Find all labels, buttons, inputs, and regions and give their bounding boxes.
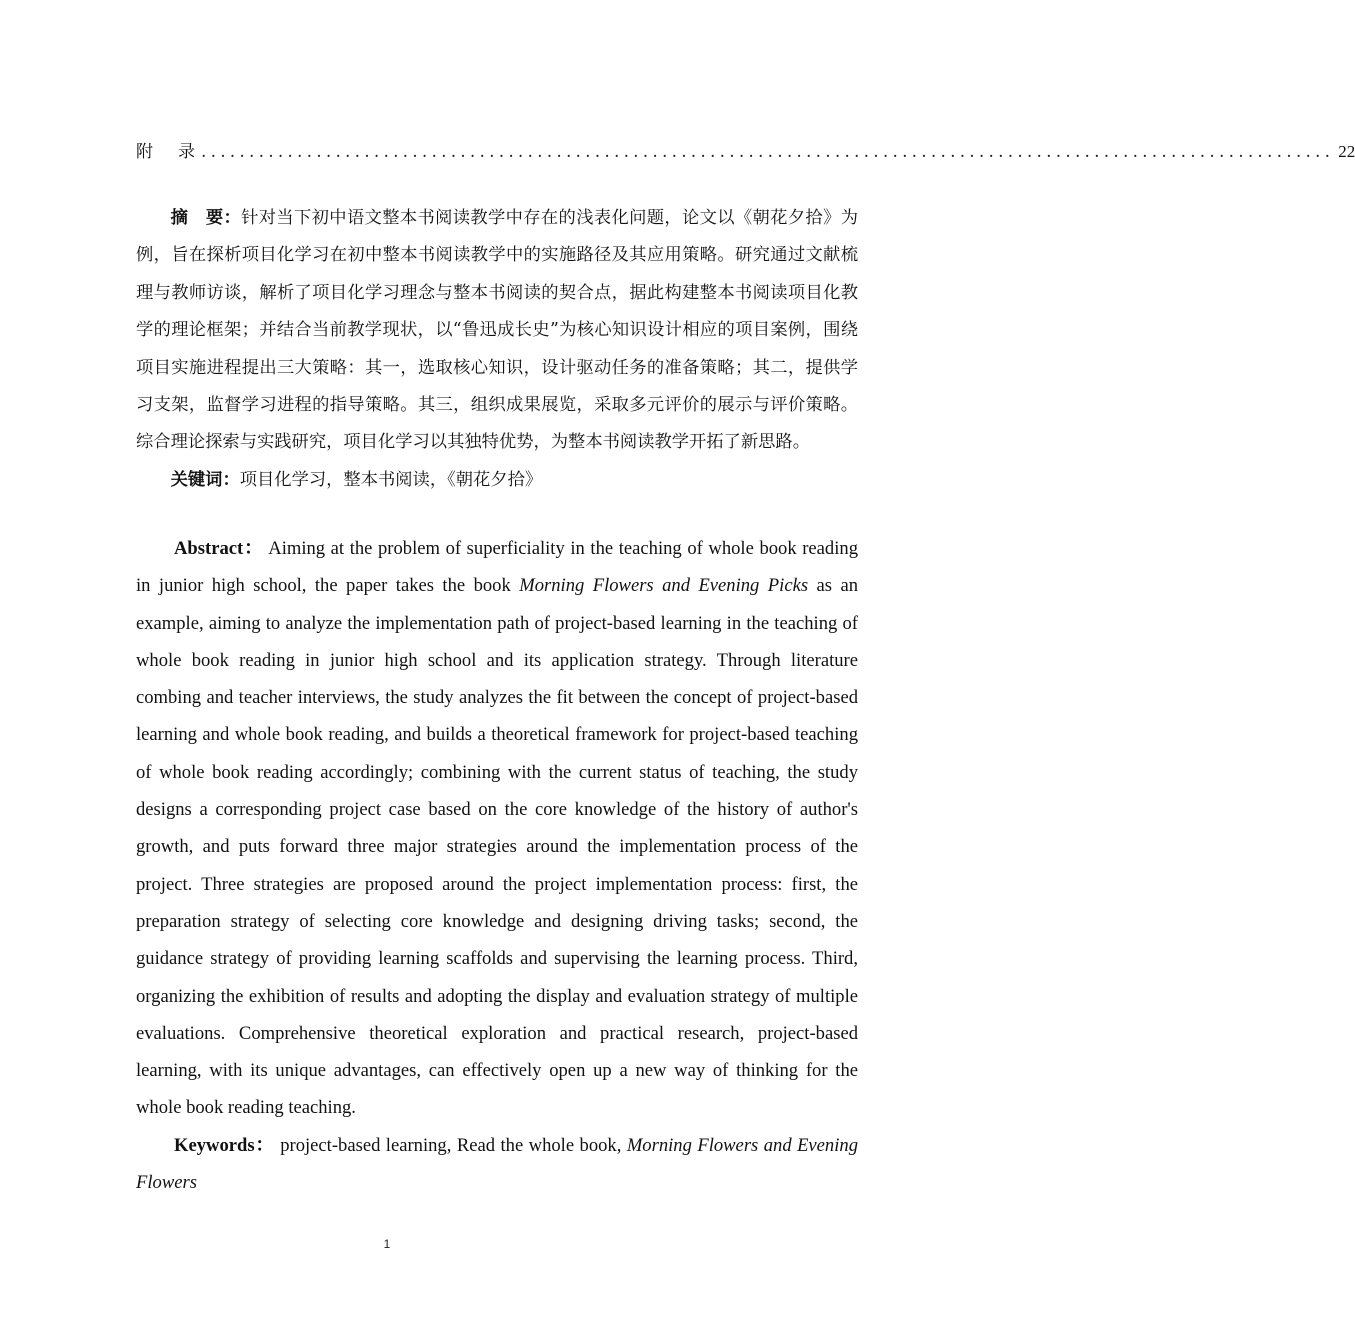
english-abstract-label: Abstract： bbox=[174, 538, 264, 559]
english-abstract-section bbox=[136, 530, 858, 1201]
english-keywords-paragraph bbox=[136, 1127, 858, 1202]
english-abstract-paragraph bbox=[136, 530, 858, 1127]
toc-leader-dots: ...................................................................................................................... bbox=[201, 142, 1335, 162]
chinese-keywords-text: 项目化学习，整本书阅读，《朝花夕拾》 bbox=[239, 469, 543, 490]
english-keywords-book-title: Morning Flowers and Evening Flowers bbox=[136, 1134, 858, 1194]
toc-entry-label: 附 录 bbox=[136, 142, 199, 162]
english-keywords-text: project-based learning, Read the whole book, bbox=[274, 1134, 627, 1156]
toc-page-number: 22 bbox=[1338, 142, 1355, 161]
page-number: 1 bbox=[383, 1237, 391, 1251]
chinese-keywords-label: 关键词： bbox=[170, 469, 240, 490]
chinese-abstract-section bbox=[136, 200, 858, 499]
english-keywords-label: Keywords： bbox=[174, 1134, 275, 1156]
chinese-abstract-paragraph bbox=[136, 200, 858, 462]
chinese-abstract-label: 摘 要： bbox=[170, 208, 242, 228]
toc-entry-appendix[interactable] bbox=[136, 137, 1355, 163]
english-abstract-text-part1: Aiming at the problem of superficiality in the teaching of whole book reading in junior high school, the paper takes the book bbox=[136, 538, 858, 597]
english-abstract-book-title: Morning Flowers and Evening Picks bbox=[519, 575, 809, 597]
chinese-keywords-paragraph bbox=[136, 462, 858, 499]
chinese-abstract-text: 针对当下初中语文整本书阅读教学中存在的浅表化问题，论文以《朝花夕拾》为例，旨在探析项目化学习在初中整本书阅读教学中的实施路径及其应用策略。研究通过文献梳理与教师访谈，解析了项目化学习理念与整本书阅读的契合点，据此构建整本书阅读项目化教学的理论框架；并结合当前教学现状，以“鲁迅成长史”为核心知识设计相应的项目案例，围绕项目实施进程提出三大策略：其一，选取核心知识，设计驱动任务的准备策略；其二，提供学习支架，监督学习进程的指导策略。其三，组织成果展览，采取多元评价的展示与评价策略。综合理论探索与实践研究，项目化学习以其独特优势，为整本书阅读教学开拓了新思路。 bbox=[136, 208, 858, 453]
english-abstract-text-part2: as an example, aiming to analyze the implementation path of project-based learning in the teaching of whole book reading in junior high school and its application strategy. Through literature combing and teacher interviews, the study analyzes the fit between the concept of project-based learning and whole book reading, and builds a theoretical framework for project-based teaching of whole book reading accordingly; combining with the current status of teaching, the study designs a corresponding project case based on the core knowledge of the history of author's growth, and puts forward three major strategies around the implementation process of the project. Three strategies are proposed around the project implementation process: first, the preparation strategy of selecting core knowledge and designing driving tasks; second, the guidance strategy of providing learning scaffolds and supervising the learning process. Third, organizing the exhibition of results and adopting the display and evaluation strategy of multiple evaluations. Comprehensive theoretical exploration and practical research, project-based learning, with its unique advantages, can effectively open up a new way of thinking for the whole book reading teaching. bbox=[136, 575, 858, 1119]
